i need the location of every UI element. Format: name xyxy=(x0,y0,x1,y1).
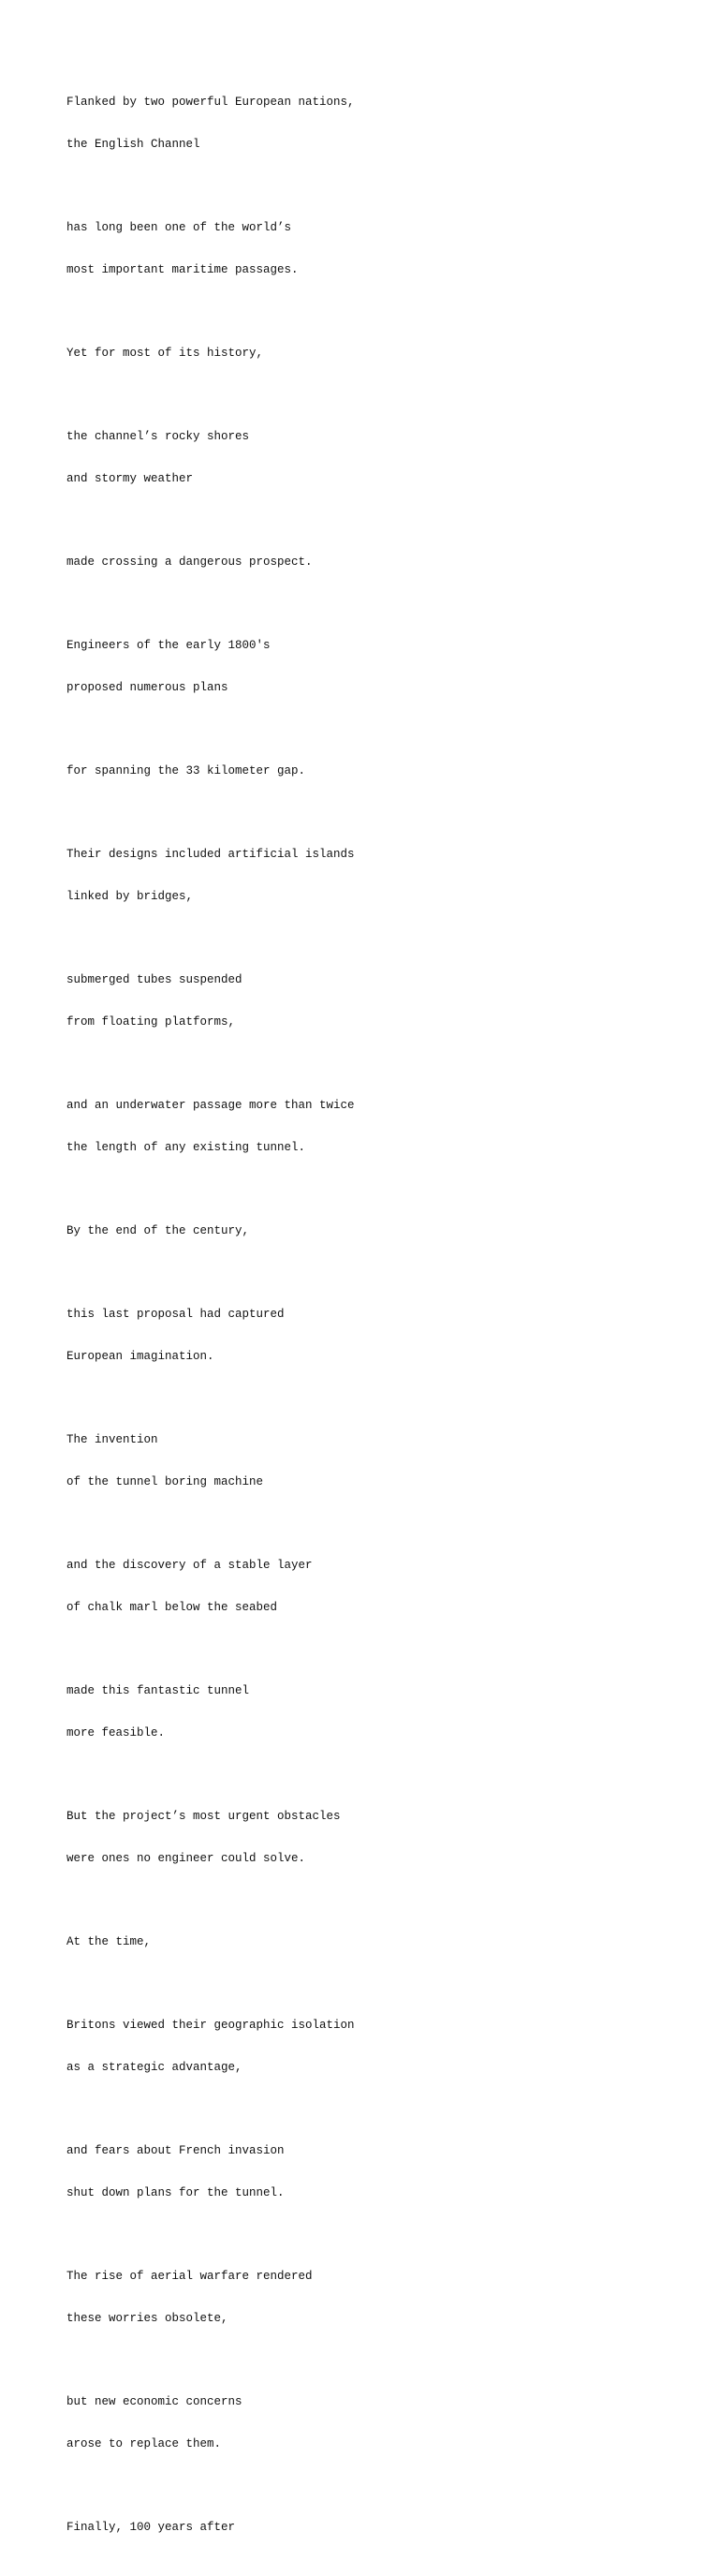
paragraph xyxy=(66,193,666,305)
text-line: proposed numerous plans xyxy=(66,681,228,694)
text-line: and the discovery of a stable layer xyxy=(66,1559,313,1572)
paragraph xyxy=(66,820,666,932)
text-line: By the end of the century, xyxy=(66,1224,250,1237)
text-line: The invention xyxy=(66,1433,158,1446)
text-line: as a strategic advantage, xyxy=(66,2061,242,2074)
paragraph xyxy=(66,611,666,723)
text-line: made this fantastic tunnel xyxy=(66,1684,250,1697)
text-line: more feasible. xyxy=(66,1726,166,1740)
text-line: European imagination. xyxy=(66,1350,214,1363)
text-line: Finally, 100 years after xyxy=(66,2521,236,2534)
paragraph xyxy=(66,318,666,389)
text-line: but new economic concerns xyxy=(66,2395,242,2408)
text-line: made crossing a dangerous prospect. xyxy=(66,555,313,569)
text-line: submerged tubes suspended xyxy=(66,973,242,986)
text-line: the length of any existing tunnel. xyxy=(66,1141,306,1154)
paragraph xyxy=(66,1405,666,1517)
text-line: from floating platforms, xyxy=(66,1015,236,1029)
text-line: these worries obsolete, xyxy=(66,2312,228,2325)
text-line: for spanning the 33 kilometer gap. xyxy=(66,764,306,777)
text-line: Flanked by two powerful European nations, xyxy=(66,96,355,109)
text-line: The rise of aerial warfare rendered xyxy=(66,2270,313,2283)
text-line: most important maritime passages. xyxy=(66,263,299,276)
text-line: of chalk marl below the seabed xyxy=(66,1601,278,1614)
text-line: the channel’s rocky shores xyxy=(66,430,250,443)
paragraph xyxy=(66,2116,666,2228)
text-line: and stormy weather xyxy=(66,472,194,485)
paragraph xyxy=(66,2367,666,2480)
text-line: this last proposal had captured xyxy=(66,1308,285,1321)
paragraph xyxy=(66,67,666,180)
text-line: Their designs included artificial islands xyxy=(66,848,355,861)
paragraph xyxy=(66,736,666,807)
paragraph xyxy=(66,1071,666,1183)
paragraph xyxy=(66,1280,666,1392)
paragraph xyxy=(66,1907,666,1977)
paragraph xyxy=(66,1656,666,1769)
text-line: linked by bridges, xyxy=(66,890,194,903)
text-line: shut down plans for the tunnel. xyxy=(66,2186,285,2199)
paragraph xyxy=(66,527,666,598)
text-line: of the tunnel boring machine xyxy=(66,1475,264,1488)
text-line: But the project’s most urgent obstacles xyxy=(66,1810,341,1823)
text-line: arose to replace them. xyxy=(66,2437,222,2450)
text-line: the English Channel xyxy=(66,138,200,151)
text-line: has long been one of the world’s xyxy=(66,221,292,234)
paragraph xyxy=(66,1782,666,1894)
text-line: At the time, xyxy=(66,1935,152,1948)
paragraph xyxy=(66,1531,666,1643)
paragraph xyxy=(66,2242,666,2354)
paragraph xyxy=(66,1196,666,1266)
text-line: were ones no engineer could solve. xyxy=(66,1852,306,1865)
paragraph xyxy=(66,945,666,1058)
paragraph xyxy=(66,402,666,514)
text-line: and an underwater passage more than twice xyxy=(66,1099,355,1112)
transcript-text xyxy=(66,67,666,2576)
paragraph xyxy=(66,1991,666,2103)
text-line: Engineers of the early 1800's xyxy=(66,639,271,652)
text-line: Britons viewed their geographic isolation xyxy=(66,2019,355,2032)
text-line: and fears about French invasion xyxy=(66,2144,285,2157)
text-line: Yet for most of its history, xyxy=(66,347,264,360)
paragraph xyxy=(66,2493,666,2563)
